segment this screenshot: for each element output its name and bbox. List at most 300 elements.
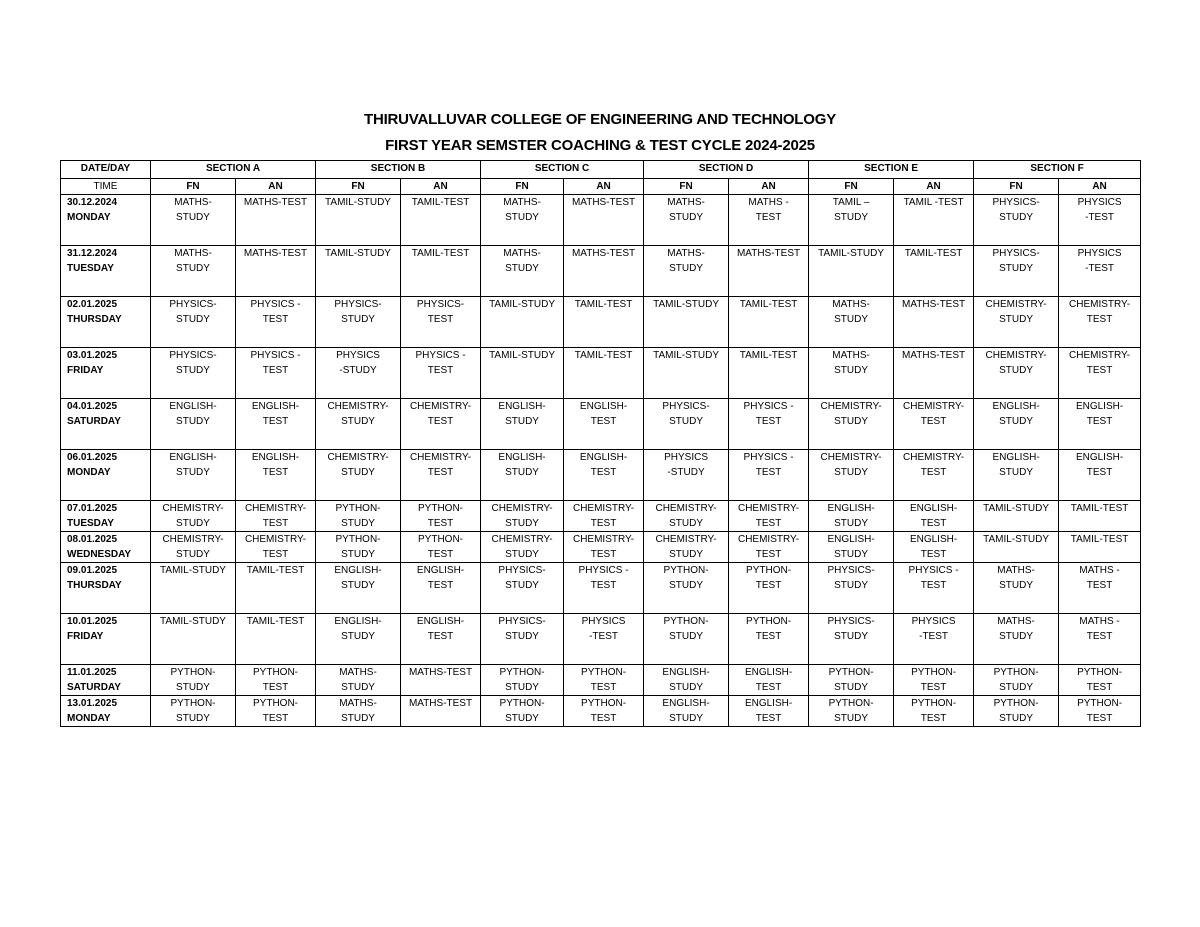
schedule-cell xyxy=(481,563,564,614)
cell-text: TAMIL-STUDY xyxy=(160,616,226,627)
fn-header: FN xyxy=(809,179,894,195)
schedule-cell xyxy=(974,348,1059,399)
cell-text: ENGLISH- xyxy=(416,565,465,576)
date-day-cell xyxy=(61,297,151,348)
cell-text: MATHS - xyxy=(1079,565,1120,576)
cell-text: PHYSICS- xyxy=(334,299,382,310)
cell-text: TAMIL-TEST xyxy=(411,248,470,259)
date-text: 07.01.2025 xyxy=(67,503,118,514)
cell-text: TEST xyxy=(755,416,782,427)
section-b-header: SECTION B xyxy=(316,161,481,179)
cell-text: STUDY xyxy=(341,549,375,560)
schedule-cell xyxy=(894,532,974,563)
cell-text: MATHS-TEST xyxy=(408,667,473,678)
schedule-cell xyxy=(401,195,481,246)
cell-text: TAMIL-TEST xyxy=(574,299,633,310)
cell-text: STUDY xyxy=(341,682,375,693)
schedule-cell xyxy=(974,665,1059,696)
schedule-cell xyxy=(974,532,1059,563)
schedule-cell xyxy=(644,696,729,727)
table-row xyxy=(61,450,1141,501)
cell-text: PYTHON- xyxy=(581,698,627,709)
cell-text: STUDY xyxy=(505,580,539,591)
schedule-cell xyxy=(809,297,894,348)
cell-text: STUDY xyxy=(834,549,869,560)
cell-text: STUDY xyxy=(669,518,703,529)
cell-text: STUDY xyxy=(669,631,703,642)
cell-text: TAMIL-STUDY xyxy=(983,534,1050,545)
schedule-cell xyxy=(1059,195,1141,246)
schedule-cell xyxy=(729,399,809,450)
cell-text: STUDY xyxy=(341,467,375,478)
cell-text: STUDY xyxy=(176,713,210,724)
cell-text: PYTHON- xyxy=(499,667,545,678)
cell-text: MATHS- xyxy=(503,197,541,208)
date-text: 06.01.2025 xyxy=(67,452,118,463)
table-row xyxy=(61,195,1141,246)
cell-text: TEST xyxy=(262,518,289,529)
schedule-cell xyxy=(316,297,401,348)
schedule-cell xyxy=(974,399,1059,450)
cell-text: STUDY xyxy=(999,467,1034,478)
date-day-cell xyxy=(61,696,151,727)
cell-text: CHEMISTRY- xyxy=(737,534,800,545)
cell-text: STUDY xyxy=(176,212,210,223)
date-day-header: DATE/DAY xyxy=(61,161,151,179)
cell-text: ENGLISH- xyxy=(1075,452,1124,463)
schedule-cell xyxy=(1059,665,1141,696)
schedule-cell xyxy=(564,246,644,297)
cell-text: CHEMISTRY- xyxy=(409,452,472,463)
cell-text: TEST xyxy=(755,631,782,642)
cell-text: STUDY xyxy=(999,212,1034,223)
cell-text: CHEMISTRY- xyxy=(572,534,635,545)
cell-text: TEST xyxy=(1086,467,1113,478)
table-row xyxy=(61,297,1141,348)
cell-text: TAMIL-TEST xyxy=(246,616,305,627)
cell-text: TEST xyxy=(920,467,947,478)
cell-text: ENGLISH- xyxy=(744,667,793,678)
schedule-cell xyxy=(729,195,809,246)
schedule-cell xyxy=(894,696,974,727)
schedule-cell xyxy=(729,297,809,348)
schedule-cell xyxy=(151,532,236,563)
cell-text: PHYSICS- xyxy=(498,565,546,576)
cell-text: TEST xyxy=(1086,580,1113,591)
schedule-cell xyxy=(644,614,729,665)
schedule-cell xyxy=(481,501,564,532)
fn-header: FN xyxy=(644,179,729,195)
cell-text: CHEMISTRY- xyxy=(903,452,965,463)
schedule-cell xyxy=(151,348,236,399)
cell-text: STUDY xyxy=(176,314,210,325)
cell-text: TAMIL-STUDY xyxy=(325,197,391,208)
schedule-cell xyxy=(729,563,809,614)
cell-text: ENGLISH- xyxy=(992,452,1040,463)
cell-text: ENGLISH- xyxy=(169,401,217,412)
cell-text: TEST xyxy=(1086,365,1113,376)
cell-text: MATHS- xyxy=(832,299,870,310)
date-text: 10.01.2025 xyxy=(67,616,118,627)
schedule-cell xyxy=(809,348,894,399)
timetable xyxy=(60,160,1141,727)
schedule-cell xyxy=(644,297,729,348)
section-f-header: SECTION F xyxy=(974,161,1141,179)
cell-text: PYTHON- xyxy=(746,616,792,627)
date-text: 13.01.2025 xyxy=(67,698,118,709)
table-row xyxy=(61,399,1141,450)
cell-text: MATHS- xyxy=(997,565,1035,576)
cell-text: TAMIL-STUDY xyxy=(160,565,226,576)
cell-text: STUDY xyxy=(834,416,869,427)
cell-text: TAMIL-TEST xyxy=(739,350,798,361)
schedule-cell xyxy=(401,696,481,727)
cell-text: CHEMISTRY- xyxy=(820,452,882,463)
cell-text: STUDY xyxy=(505,631,539,642)
cell-text: STUDY xyxy=(176,263,210,274)
fn-header: FN xyxy=(481,179,564,195)
cell-text: TEST xyxy=(755,580,782,591)
cell-text: PHYSICS- xyxy=(169,350,217,361)
cell-text: TAMIL-STUDY xyxy=(489,350,555,361)
cell-text: STUDY xyxy=(341,518,375,529)
cell-text: PHYSICS - xyxy=(250,299,301,310)
section-c-header: SECTION C xyxy=(481,161,644,179)
cell-text: PYTHON- xyxy=(993,667,1039,678)
time-row xyxy=(61,179,1141,195)
cell-text: TEST xyxy=(590,682,617,693)
cell-text: PYTHON- xyxy=(499,698,545,709)
cell-text: TAMIL-STUDY xyxy=(489,299,555,310)
cell-text: STUDY xyxy=(505,713,539,724)
date-text: 02.01.2025 xyxy=(67,299,118,310)
schedule-cell xyxy=(481,399,564,450)
cell-text: CHEMISTRY- xyxy=(820,401,882,412)
cell-text: CHEMISTRY- xyxy=(244,503,307,514)
cell-text: CHEMISTRY- xyxy=(491,503,553,514)
schedule-cell xyxy=(894,246,974,297)
schedule-cell xyxy=(564,614,644,665)
cell-text: CHEMISTRY- xyxy=(572,503,635,514)
cell-text: PHYSICS- xyxy=(992,197,1040,208)
schedule-cell xyxy=(809,614,894,665)
schedule-cell xyxy=(809,399,894,450)
cell-text: PYTHON- xyxy=(335,534,381,545)
schedule-cell xyxy=(481,532,564,563)
schedule-cell xyxy=(481,195,564,246)
schedule-cell xyxy=(1059,399,1141,450)
cell-text: -TEST xyxy=(1085,212,1114,223)
schedule-cell xyxy=(401,399,481,450)
cell-text: ENGLISH- xyxy=(579,452,628,463)
schedule-cell xyxy=(316,532,401,563)
cell-text: TEST xyxy=(590,549,617,560)
day-text: FRIDAY xyxy=(67,365,104,376)
cell-text: STUDY xyxy=(505,467,539,478)
schedule-cell xyxy=(894,399,974,450)
cell-text: MATHS-TEST xyxy=(243,197,308,208)
cell-text: PHYSICS - xyxy=(743,401,794,412)
cell-text: CHEMISTRY- xyxy=(409,401,472,412)
cell-text: ENGLISH- xyxy=(662,698,710,709)
date-text: 31.12.2024 xyxy=(67,248,118,259)
schedule-cell xyxy=(151,614,236,665)
an-header: AN xyxy=(729,179,809,195)
schedule-cell xyxy=(316,195,401,246)
cell-text: STUDY xyxy=(999,713,1034,724)
cell-text: MATHS- xyxy=(832,350,870,361)
an-header: AN xyxy=(564,179,644,195)
cell-text: TEST xyxy=(755,467,782,478)
cell-text: -STUDY xyxy=(339,365,377,376)
cell-text: PYTHON- xyxy=(663,616,709,627)
cell-text: PHYSICS- xyxy=(662,401,710,412)
cell-text: PHYSICS xyxy=(664,452,708,463)
cell-text: MATHS-TEST xyxy=(571,197,636,208)
cell-text: TEST xyxy=(427,631,454,642)
schedule-cell xyxy=(644,532,729,563)
schedule-cell xyxy=(894,348,974,399)
schedule-cell xyxy=(974,696,1059,727)
cell-text: ENGLISH- xyxy=(169,452,217,463)
cell-text: STUDY xyxy=(669,212,703,223)
schedule-cell xyxy=(401,246,481,297)
cell-text: STUDY xyxy=(999,682,1034,693)
cell-text: TEST xyxy=(427,518,454,529)
cell-text: PHYSICS xyxy=(1077,248,1122,259)
date-text: 04.01.2025 xyxy=(67,401,118,412)
cell-text: TAMIL-STUDY xyxy=(653,350,720,361)
cell-text: TAMIL-TEST xyxy=(1070,534,1129,545)
date-text: 09.01.2025 xyxy=(67,565,118,576)
cell-text: MATHS-TEST xyxy=(408,698,473,709)
schedule-cell xyxy=(481,614,564,665)
cell-text: PHYSICS - xyxy=(415,350,466,361)
an-header: AN xyxy=(1059,179,1141,195)
schedule-cell xyxy=(564,563,644,614)
schedule-cell xyxy=(481,348,564,399)
cell-text: ENGLISH- xyxy=(579,401,628,412)
schedule-cell xyxy=(809,563,894,614)
schedule-cell xyxy=(151,665,236,696)
cell-text: ENGLISH- xyxy=(498,452,546,463)
schedule-cell xyxy=(316,246,401,297)
schedule-cell xyxy=(236,450,316,501)
day-text: MONDAY xyxy=(67,212,111,223)
cell-text: -TEST xyxy=(919,631,948,642)
table-row xyxy=(61,246,1141,297)
schedule-cell xyxy=(564,297,644,348)
cell-text: PYTHON- xyxy=(581,667,627,678)
schedule-cell xyxy=(894,665,974,696)
schedule-cell xyxy=(564,665,644,696)
cell-text: TAMIL-STUDY xyxy=(983,503,1050,514)
date-day-cell xyxy=(61,399,151,450)
cell-text: ENGLISH- xyxy=(334,616,382,627)
schedule-cell xyxy=(151,696,236,727)
section-e-header: SECTION E xyxy=(809,161,974,179)
cell-text: STUDY xyxy=(505,682,539,693)
header-row xyxy=(61,161,1141,179)
cell-text: TEST xyxy=(262,682,289,693)
cell-text: MATHS-TEST xyxy=(571,248,636,259)
cell-text: MATHS - xyxy=(1079,616,1120,627)
cell-text: TEST xyxy=(427,467,454,478)
cell-text: TEST xyxy=(1086,314,1113,325)
date-day-cell xyxy=(61,532,151,563)
schedule-cell xyxy=(236,348,316,399)
cell-text: STUDY xyxy=(669,263,703,274)
schedule-cell xyxy=(151,195,236,246)
cell-text: CHEMISTRY- xyxy=(985,299,1047,310)
cell-text: TEST xyxy=(427,549,454,560)
schedule-cell xyxy=(564,348,644,399)
schedule-cell xyxy=(401,450,481,501)
date-day-cell xyxy=(61,614,151,665)
day-text: SATURDAY xyxy=(67,682,121,693)
schedule-cell xyxy=(236,563,316,614)
cell-text: TAMIL-STUDY xyxy=(818,248,885,259)
cell-text: TEST xyxy=(920,682,947,693)
cell-text: MATHS- xyxy=(174,197,212,208)
cell-text: CHEMISTRY- xyxy=(162,534,224,545)
cell-text: CHEMISTRY- xyxy=(737,503,800,514)
schedule-cell xyxy=(644,348,729,399)
schedule-cell xyxy=(481,665,564,696)
cell-text: ENGLISH- xyxy=(251,401,300,412)
cell-text: TAMIL-TEST xyxy=(1070,503,1129,514)
cell-text: ENGLISH- xyxy=(662,667,710,678)
schedule-cell xyxy=(974,450,1059,501)
cell-text: -STUDY xyxy=(667,467,705,478)
cell-text: TEST xyxy=(427,580,454,591)
schedule-cell xyxy=(644,563,729,614)
day-text: THURSDAY xyxy=(67,580,122,591)
schedule-cell xyxy=(401,348,481,399)
schedule-cell xyxy=(644,399,729,450)
schedule-cell xyxy=(729,246,809,297)
table-row xyxy=(61,614,1141,665)
cell-text: TEST xyxy=(755,549,782,560)
cell-text: TAMIL-TEST xyxy=(246,565,305,576)
table-row xyxy=(61,532,1141,563)
cell-text: STUDY xyxy=(999,416,1034,427)
cell-text: TEST xyxy=(755,682,782,693)
schedule-cell xyxy=(236,195,316,246)
cell-text: PHYSICS xyxy=(336,350,380,361)
schedule-cell xyxy=(316,501,401,532)
cell-text: PHYSICS- xyxy=(992,248,1040,259)
day-text: WEDNESDAY xyxy=(67,549,132,560)
schedule-cell xyxy=(1059,614,1141,665)
cell-text: -TEST xyxy=(1085,263,1114,274)
cell-text: TEST xyxy=(920,518,947,529)
cell-text: STUDY xyxy=(176,416,210,427)
cell-text: MATHS- xyxy=(667,248,705,259)
schedule-cell xyxy=(481,450,564,501)
schedule-cell xyxy=(401,501,481,532)
cell-text: PHYSICS- xyxy=(169,299,217,310)
cell-text: TEST xyxy=(262,549,289,560)
table-row xyxy=(61,696,1141,727)
date-day-cell xyxy=(61,246,151,297)
date-day-cell xyxy=(61,450,151,501)
schedule-cell xyxy=(894,450,974,501)
table-row xyxy=(61,348,1141,399)
cell-text: STUDY xyxy=(505,549,539,560)
cell-text: CHEMISTRY- xyxy=(244,534,307,545)
cell-text: PHYSICS - xyxy=(908,565,959,576)
cell-text: STUDY xyxy=(176,549,210,560)
cell-text: CHEMISTRY- xyxy=(903,401,965,412)
cell-text: TEST xyxy=(755,518,782,529)
schedule-cell xyxy=(316,696,401,727)
cell-text: ENGLISH- xyxy=(251,452,300,463)
cell-text: PYTHON- xyxy=(828,698,874,709)
cell-text: TEST xyxy=(755,212,782,223)
cell-text: PYTHON- xyxy=(170,667,216,678)
fn-header: FN xyxy=(151,179,236,195)
schedule-cell xyxy=(729,696,809,727)
schedule-cell xyxy=(401,532,481,563)
cell-text: CHEMISTRY- xyxy=(985,350,1047,361)
schedule-cell xyxy=(974,195,1059,246)
date-day-cell xyxy=(61,563,151,614)
an-header: AN xyxy=(401,179,481,195)
cell-text: ENGLISH- xyxy=(498,401,546,412)
cell-text: STUDY xyxy=(176,682,210,693)
cell-text: MATHS- xyxy=(339,667,377,678)
an-header: AN xyxy=(894,179,974,195)
cell-text: TAMIL-TEST xyxy=(739,299,798,310)
schedule-cell xyxy=(809,501,894,532)
cell-text: MATHS- xyxy=(339,698,377,709)
cell-text: CHEMISTRY- xyxy=(655,534,717,545)
schedule-cell xyxy=(151,399,236,450)
cell-text: STUDY xyxy=(834,518,869,529)
cell-text: CHEMISTRY- xyxy=(162,503,224,514)
cell-text: STUDY xyxy=(999,631,1034,642)
cell-text: -TEST xyxy=(589,631,618,642)
cell-text: TEST xyxy=(755,713,782,724)
schedule-cell xyxy=(809,532,894,563)
schedule-title: FIRST YEAR SEMSTER COACHING & TEST CYCLE 2024-2025 xyxy=(385,137,815,154)
cell-text: STUDY xyxy=(999,314,1034,325)
cell-text: STUDY xyxy=(669,682,703,693)
schedule-cell xyxy=(481,297,564,348)
schedule-cell xyxy=(236,696,316,727)
schedule-cell xyxy=(564,450,644,501)
cell-text: PYTHON- xyxy=(1077,667,1123,678)
day-text: TUESDAY xyxy=(67,518,114,529)
schedule-cell xyxy=(974,246,1059,297)
cell-text: TAMIL – xyxy=(832,197,870,208)
schedule-cell xyxy=(316,665,401,696)
schedule-cell xyxy=(644,195,729,246)
cell-text: TAMIL-STUDY xyxy=(325,248,391,259)
schedule-cell xyxy=(564,195,644,246)
cell-text: TEST xyxy=(920,580,947,591)
cell-text: STUDY xyxy=(669,416,703,427)
cell-text: TEST xyxy=(262,365,289,376)
cell-text: STUDY xyxy=(999,580,1034,591)
cell-text: ENGLISH- xyxy=(992,401,1040,412)
cell-text: PYTHON- xyxy=(253,698,298,709)
schedule-cell xyxy=(236,297,316,348)
date-text: 11.01.2025 xyxy=(67,667,117,678)
schedule-cell xyxy=(316,450,401,501)
cell-text: PYTHON- xyxy=(993,698,1039,709)
